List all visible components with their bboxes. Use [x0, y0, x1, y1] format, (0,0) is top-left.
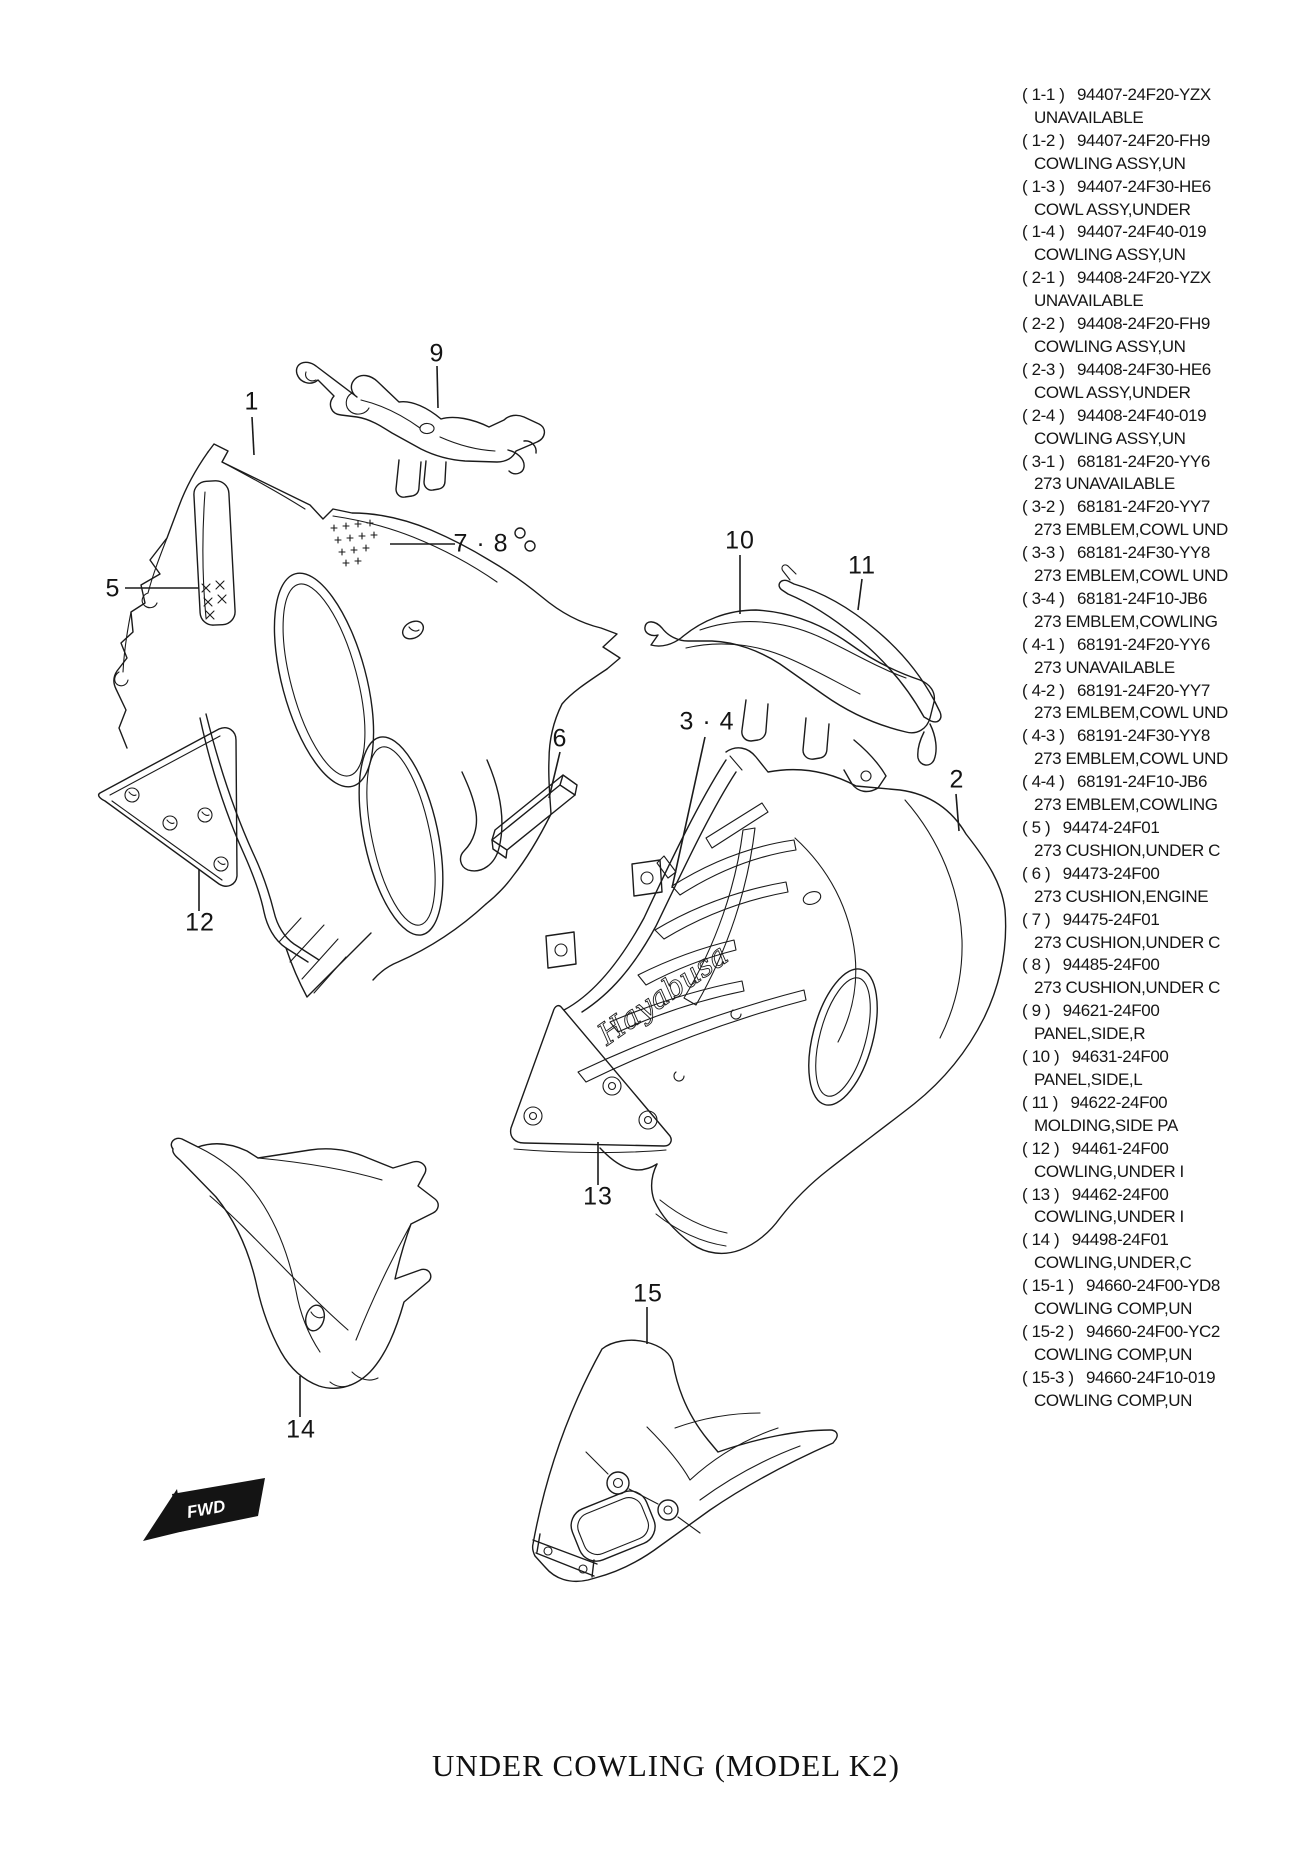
parts-list-item-ref: ( 2-1 ) 94408-24F20-YZX — [1022, 268, 1211, 288]
parts-list-item-ref: ( 15-1 ) 94660-24F00-YD8 — [1022, 1276, 1220, 1296]
parts-list-item-desc: 273 EMBLEM,COWL UND — [1034, 566, 1228, 586]
callout-14: 14 — [286, 1415, 316, 1444]
parts-list-item-ref: ( 7 ) 94475-24F01 — [1022, 909, 1160, 929]
parts-list-item-ref: ( 5 ) 94474-24F01 — [1022, 818, 1160, 837]
callout-6: 6 — [552, 724, 568, 753]
parts-list-item-ref: ( 8 ) 94485-24F00 — [1022, 955, 1160, 975]
parts-list-item-ref: ( 3-1 ) 68181-24F20-YY6 — [1022, 451, 1210, 471]
callout-13: 13 — [583, 1182, 613, 1211]
parts-list-item-ref: ( 3-3 ) 68181-24F30-YY8 — [1022, 543, 1210, 563]
parts-list-item-desc: 273 EMLBEM,COWL UND — [1034, 703, 1228, 723]
parts-list-item-desc: MOLDING,SIDE PA — [1034, 1115, 1178, 1135]
parts-list-item-ref: ( 13 ) 94462-24F00 — [1022, 1184, 1169, 1204]
parts-list-item-desc: 273 UNAVAILABLE — [1034, 474, 1175, 494]
callout-3-4: 3 · 4 — [679, 707, 735, 736]
part-10-drawing — [645, 610, 934, 791]
parts-list-item-desc: 273 EMBLEM,COWL UND — [1034, 520, 1228, 540]
parts-list-item-ref: ( 1-3 ) 94407-24F30-HE6 — [1022, 176, 1211, 196]
parts-list-item-desc: COWLING COMP,UN — [1034, 1390, 1193, 1410]
callout-7-8: 7 · 8 — [453, 529, 509, 558]
parts-list-item-ref: ( 6 ) 94473-24F00 — [1022, 863, 1160, 883]
callout-12: 12 — [185, 908, 215, 937]
parts-list-item-desc: 273 EMBLEM,COWLING — [1034, 611, 1218, 631]
parts-list-item-ref: ( 1-1 ) 94407-24F20-YZX — [1022, 85, 1211, 104]
parts-list-item-desc: COWLING ASSY,UN — [1034, 245, 1186, 265]
callout-1: 1 — [244, 387, 260, 416]
callout-5: 5 — [105, 574, 121, 603]
parts-list-item-desc: 273 UNAVAILABLE — [1034, 657, 1175, 677]
part-15-drawing — [533, 1340, 838, 1581]
callout-15: 15 — [633, 1279, 663, 1308]
parts-list-item-desc: PANEL,SIDE,L — [1034, 1069, 1143, 1089]
callout-10: 10 — [725, 526, 755, 555]
parts-list-item-ref: ( 2-3 ) 94408-24F30-HE6 — [1022, 359, 1211, 379]
part-14-drawing — [171, 1138, 438, 1388]
parts-list-item-ref: ( 3-4 ) 68181-24F10-JB6 — [1022, 588, 1208, 608]
parts-list-item-ref: ( 4-3 ) 68191-24F30-YY8 — [1022, 726, 1210, 746]
parts-list-item-ref: ( 1-2 ) 94407-24F20-FH9 — [1022, 130, 1210, 150]
parts-list-item-ref: ( 4-2 ) 68191-24F20-YY7 — [1022, 680, 1210, 700]
parts-list-item-desc: COWL ASSY,UNDER — [1034, 199, 1191, 219]
parts-list-item-desc: COWLING COMP,UN — [1034, 1344, 1193, 1364]
fwd-arrow-icon — [143, 1478, 265, 1541]
parts-list-item-desc: 273 EMBLEM,COWLING — [1034, 795, 1218, 815]
fwd-label: FWD — [185, 1496, 227, 1522]
parts-list-item-desc: UNAVAILABLE — [1034, 107, 1144, 127]
parts-list-item-desc: COWLING ASSY,UN — [1034, 336, 1186, 356]
parts-list-item-desc: 273 CUSHION,ENGINE — [1034, 886, 1209, 906]
part-5-drawing — [193, 480, 235, 626]
parts-list-item-ref: ( 10 ) 94631-24F00 — [1022, 1047, 1169, 1067]
parts-list-item-ref: ( 15-2 ) 94660-24F00-YC2 — [1022, 1321, 1220, 1341]
parts-list-item-desc: 273 CUSHION,UNDER C — [1034, 978, 1221, 998]
parts-list-item-ref: ( 11 ) 94622-24F00 — [1022, 1092, 1168, 1112]
callout-11: 11 — [848, 551, 876, 580]
parts-list-item-ref: ( 9 ) 94621-24F00 — [1022, 1001, 1160, 1021]
parts-list-item-ref: ( 1-4 ) 94407-24F40-019 — [1022, 222, 1207, 242]
parts-list-item-ref: ( 3-2 ) 68181-24F20-YY7 — [1022, 497, 1210, 517]
hayabusa-script: Hayabusa — [591, 937, 736, 1053]
callout-2: 2 — [949, 765, 965, 794]
parts-list-item-ref: ( 4-4 ) 68191-24F10-JB6 — [1022, 772, 1208, 792]
callout-9: 9 — [429, 339, 445, 368]
parts-list-item-desc: 273 EMBLEM,COWL UND — [1034, 749, 1228, 769]
parts-list-item-desc: 273 CUSHION,UNDER C — [1034, 840, 1221, 860]
parts-list — [1022, 84, 1292, 1413]
parts-list-item-desc: COWLING,UNDER I — [1034, 1207, 1184, 1227]
parts-list-item-ref: ( 12 ) 94461-24F00 — [1022, 1138, 1169, 1158]
parts-list-item-desc: COWLING ASSY,UN — [1034, 153, 1186, 173]
part-9-drawing — [296, 362, 544, 551]
parts-list-item-ref: ( 14 ) 94498-24F01 — [1022, 1230, 1169, 1250]
parts-list-item-desc: COWLING,UNDER,C — [1034, 1253, 1192, 1273]
parts-list-item-desc: UNAVAILABLE — [1034, 291, 1144, 311]
parts-list-item-desc: COWL ASSY,UNDER — [1034, 382, 1191, 402]
parts-list-item-ref: ( 4-1 ) 68191-24F20-YY6 — [1022, 634, 1210, 654]
parts-list-item-ref: ( 15-3 ) 94660-24F10-019 — [1022, 1367, 1216, 1387]
parts-list-item-desc: COWLING COMP,UN — [1034, 1299, 1193, 1319]
parts-list-item-desc: COWLING,UNDER I — [1034, 1161, 1184, 1181]
parts-list-item-desc: 273 CUSHION,UNDER C — [1034, 932, 1221, 952]
parts-list-item-ref: ( 2-2 ) 94408-24F20-FH9 — [1022, 314, 1210, 334]
page-title: UNDER COWLING (MODEL K2) — [432, 1748, 900, 1783]
parts-list-item-desc: COWLING ASSY,UN — [1034, 428, 1186, 448]
parts-list-item-desc: PANEL,SIDE,R — [1034, 1024, 1146, 1044]
part-2-drawing — [511, 748, 1006, 1254]
parts-list-item-ref: ( 2-4 ) 94408-24F40-019 — [1022, 405, 1207, 425]
